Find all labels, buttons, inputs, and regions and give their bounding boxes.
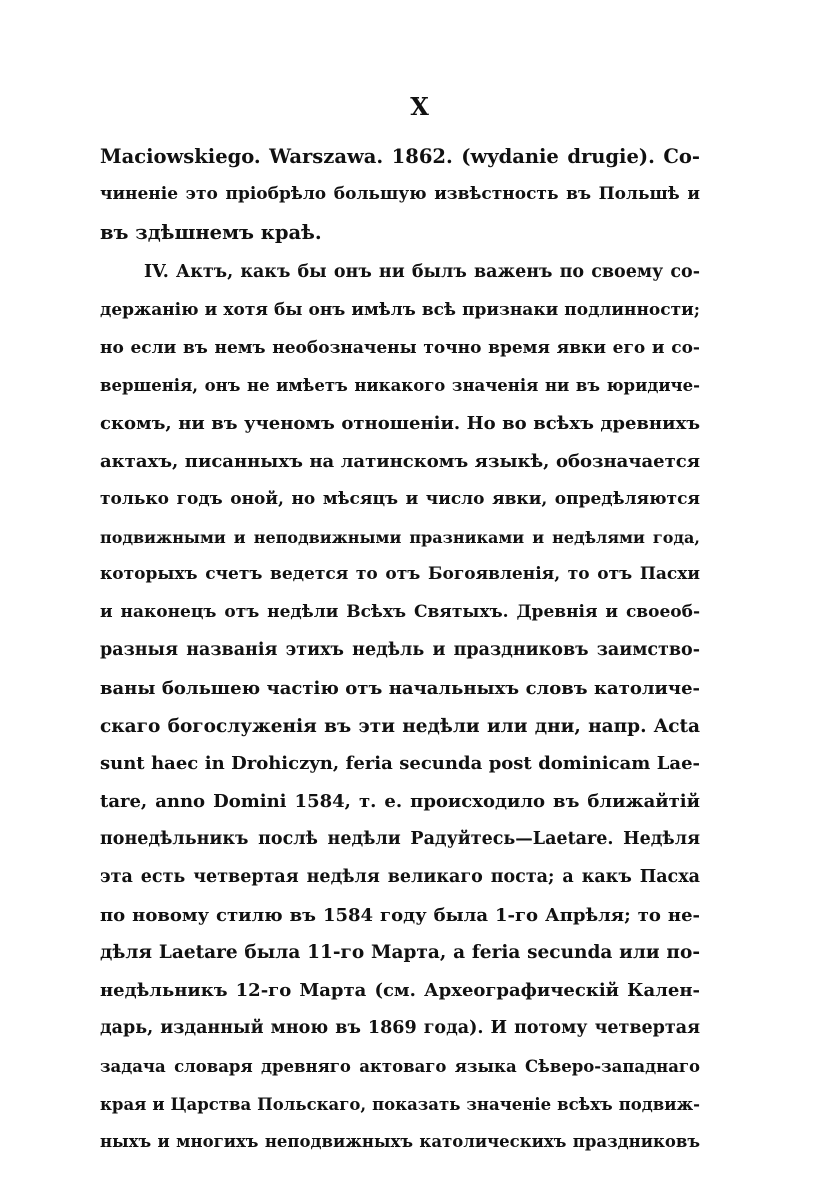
text-line: ныхъ и многихъ неподвижныхъ католическихъ праздниковъ: [100, 1132, 700, 1152]
text-line: понедѣльникъ послѣ недѣли Радуйтесь—Laetare. Недѣля: [100, 828, 700, 849]
text-line: вершенія, онъ не имѣетъ никакого значенія ни въ юридиче-: [100, 376, 700, 396]
text-line: Maciowskiego. Warszawa. 1862. (wydanie drugie). Со-: [100, 145, 700, 168]
paragraph-continuation: [100, 138, 700, 251]
page-number: X: [410, 92, 430, 121]
text-line: ваны большею частію отъ начальныхъ словъ католиче-: [100, 677, 700, 699]
text-line: недѣльникъ 12-го Марта (см. Археографическій Кален-: [100, 980, 700, 1002]
text-line: чиненіе это пріобрѣло большую извѣстность въ Польшѣ и: [100, 183, 700, 204]
text-line: дѣля Laetare была 11-го Марта, а feria secunda или по-: [100, 942, 700, 964]
text-line: разныя названія этихъ недѣль и праздниковъ заимство-: [100, 639, 700, 660]
text-line: по новому стилю въ 1584 году была 1-го Апрѣля; то не-: [100, 904, 700, 926]
text-line: актахъ, писанныхъ на латинскомъ языкѣ, обозначается: [100, 450, 700, 472]
text-line: sunt haec in Drohiczyn, feria secunda post dominicam Lae-: [100, 753, 700, 775]
text-line: подвижными и неподвижными празниками и недѣлями года,: [100, 527, 700, 547]
text-line: которыхъ счетъ ведется то отъ Богоявленія, то отъ Пасхи: [100, 564, 700, 585]
paragraph-section-iv: [100, 254, 700, 1161]
text-line: задача словаря древняго актоваго языка Сѣверо-западнаго: [100, 1056, 700, 1076]
text-line: въ здѣшнемъ краѣ.: [100, 220, 322, 244]
text-line: только годъ оной, но мѣсяцъ и число явки, опредѣляются: [100, 488, 700, 509]
text-line: но если въ немъ необозначены точно время явки его и со-: [100, 337, 700, 358]
text-line: IV. Актъ, какъ бы онъ ни былъ важенъ по своему со-: [144, 262, 700, 282]
text-line: скаго богослуженія въ эти недѣли или дни, напр. Acta: [100, 715, 700, 737]
text-line: края и Царства Польскаго, показать значеніе всѣхъ подвиж-: [100, 1094, 700, 1114]
text-line: эта есть четвертая недѣля великаго поста; а какъ Пасха: [100, 866, 700, 887]
text-line: держанію и хотя бы онъ имѣлъ всѣ признаки подлинности;: [100, 299, 700, 320]
text-line: tare, anno Domini 1584, т. е. происходило въ ближайтій: [100, 791, 700, 813]
text-line: и наконецъ отъ недѣли Всѣхъ Святыхъ. Древнія и своеоб-: [100, 602, 700, 623]
text-line: дарь, изданный мною въ 1869 года). И потому четвертая: [100, 1017, 700, 1038]
text-line: скомъ, ни въ ученомъ отношеніи. Но во всѣхъ древнихъ: [100, 413, 700, 435]
